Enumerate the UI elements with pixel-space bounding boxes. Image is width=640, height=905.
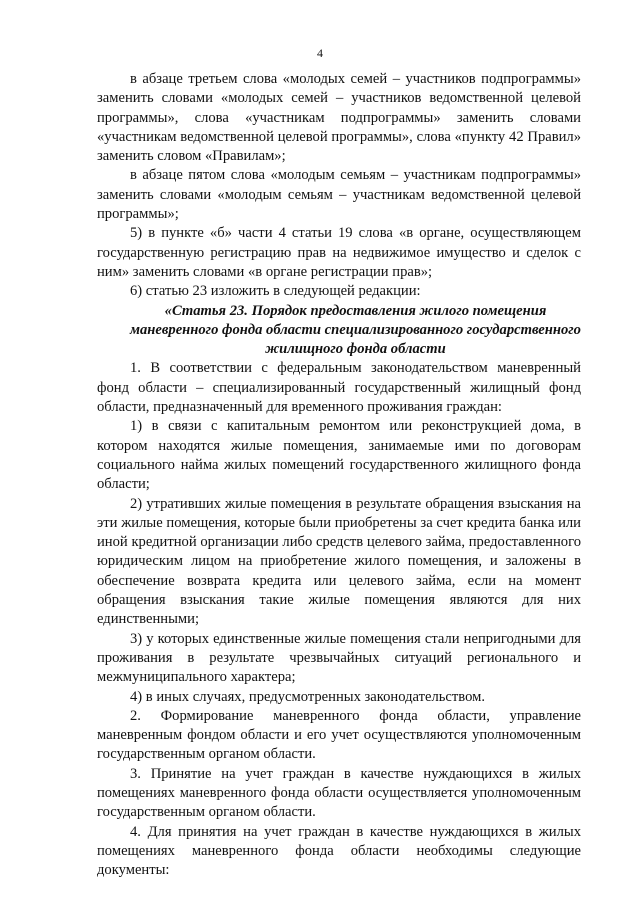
article-heading-line: маневренного фонда области специализированного государственного — [130, 321, 581, 338]
document-body — [97, 70, 581, 880]
paragraph: 5) в пункте «б» части 4 статьи 19 слова «в органе, осуществляющем государственную регистрацию прав на недвижимое имущество и сделок с ним» заменить словами «в органе регистрации прав»; — [97, 225, 581, 280]
paragraph: 4. Для принятия на учет граждан в качестве нуждающихся в жилых помещениях маневренного фонда области необходимы следующие документы: — [97, 823, 581, 879]
paragraph: в абзаце пятом слова «молодым семьям – участникам подпрограммы» заменить словами «молодым семьям – участникам ведомственной целевой программы»; — [97, 167, 581, 223]
article-heading — [97, 302, 581, 360]
paragraph: 4) в иных случаях, предусмотренных законодательством. — [130, 688, 485, 705]
paragraph: 3. Принятие на учет граждан в качестве нуждающихся в жилых помещениях маневренного фонда области осуществляется уполномоченным государственным органом области. — [97, 765, 581, 821]
paragraph: в абзаце третьем слова «молодых семей – участников подпрограммы» заменить словами «молодых семей – участников ведомственной целевой программы», слова «участникам подпрограммы» заменить словами «участникам ведомственной целевой программы», слова «пункту 42 Правил» заменить словом «Правилам»; — [97, 71, 581, 165]
article-heading-line: жилищного фонда области — [265, 341, 446, 358]
paragraph: 1) в связи с капитальным ремонтом или реконструкцией дома, в котором находятся жилые помещения, занимаемые ими по договорам социального найма жилых помещений государственного жилищного фонда области; — [97, 418, 581, 493]
paragraph: 1. В соответствии с федеральным законодательством маневренный фонд области – специализированный государственный жилищный фонд области, предназначенный для временного проживания граждан: — [97, 360, 581, 416]
paragraph: 2. Формирование маневренного фонда области, управление маневренным фондом области и его учет осуществляются уполномоченным государственным органом области. — [97, 707, 581, 763]
paragraph: 3) у которых единственные жилые помещения стали непригодными для проживания в результате чрезвычайных ситуаций регионального и межмуниципального характера; — [97, 630, 581, 686]
paragraph: 6) статью 23 изложить в следующей редакции: — [130, 283, 421, 300]
article-heading-line: «Статья 23. Порядок предоставления жилого помещения — [164, 302, 547, 319]
page-number: 4 — [317, 46, 323, 60]
paragraph: 2) утративших жилые помещения в результате обращения взыскания на эти жилые помещения, которые были приобретены за счет кредита банка или иной кредитной организации либо средств целевого займа, предоставленного юридическим лицом на приобретение жилого помещения, и заложены в обеспечение возврата кредита или целевого займа, если на момент обращения взыскания такие жилые помещения являются для них единственными; — [97, 495, 581, 628]
